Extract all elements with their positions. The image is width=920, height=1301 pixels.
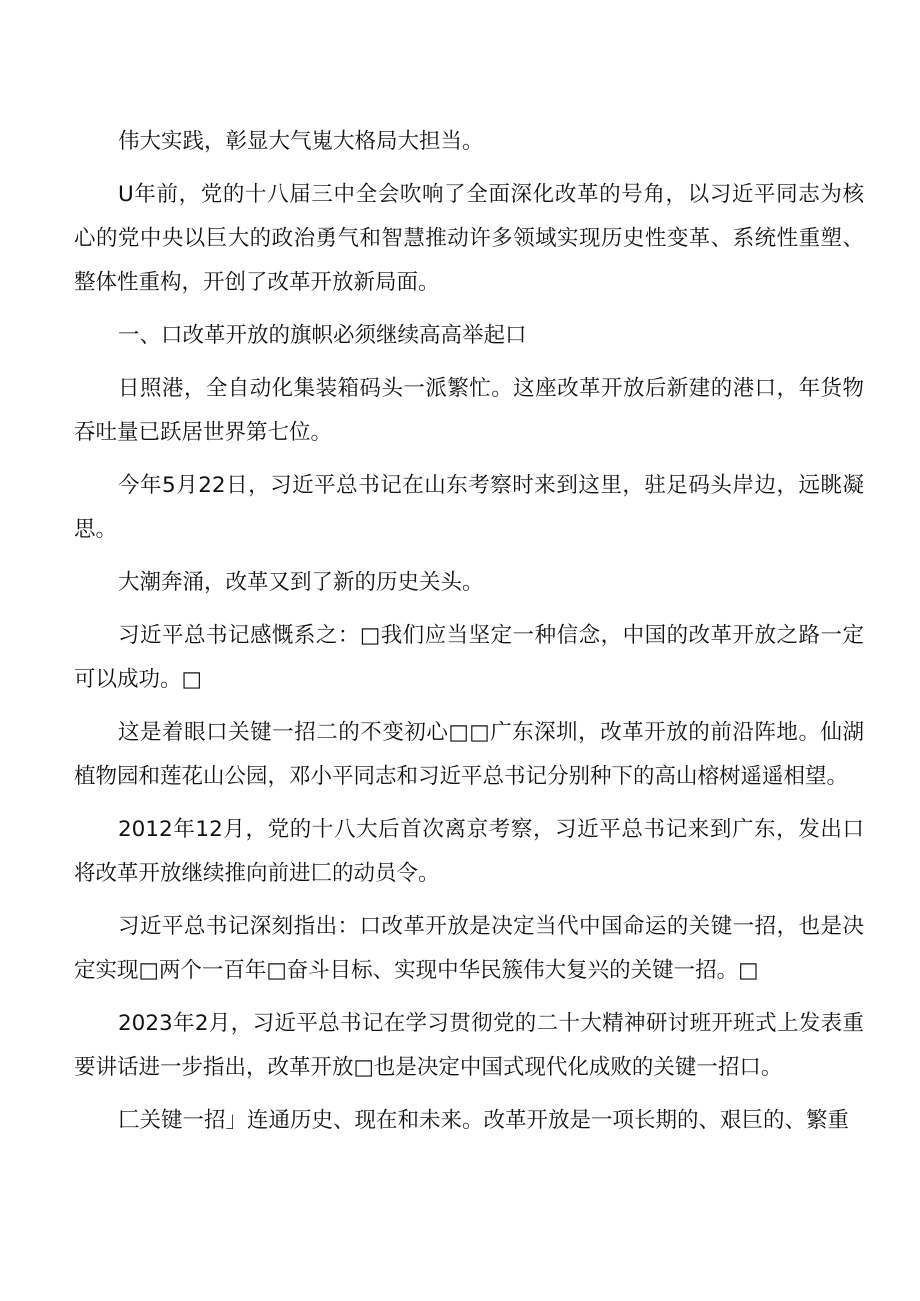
paragraph-7: 这是着眼口关键一招二的不变初心□□广东深圳，改革开放的前沿阵地。仙湖植物园和莲花山公园，邓小平同志和习近平总书记分别种下的高山榕树遥遥相望。 — [74, 720, 864, 789]
paragraph-2: U年前，党的十八届三中全会吹响了全面深化改革的号角，以习近平同志为核心的党中央以巨大的政治勇气和智慧推动许多领域实现历史性变革、系统性重塑、整体性重构，开创了改革开放新局面。 — [74, 182, 864, 295]
paragraph-3: 日照港，全自动化集装箱码头一派繁忙。这座改革开放后新建的港口，年货物吞吐量已跃居世界第七位。 — [74, 376, 864, 445]
document-body — [74, 120, 864, 1152]
paragraph-6: 习近平总书记感慨系之：□我们应当坚定一种信念，中国的改革开放之路一定可以成功。□ — [74, 623, 864, 692]
paragraph-9: 习近平总书记深刻指出：口改革开放是决定当代中国命运的关键一招，也是决定实现□两个一百年□奋斗目标、实现中华民簇伟大复兴的关键一招。□ — [74, 914, 864, 983]
paragraph-10: 2023年2月，习近平总书记在学习贯彻党的二十大精神研讨班开班式上发表重要讲话进一步指出，改革开放□也是决定中国式现代化成败的关键一招口。 — [74, 1011, 864, 1080]
paragraph-1: 伟大实践，彰显大气嵬大格局大担当。 — [118, 129, 484, 154]
paragraph-8: 2012年12月，党的十八大后首次离京考察，习近平总书记来到广东，发出口将改革开放继续推向前进匚的动员令。 — [74, 817, 864, 886]
section-heading: 一、口改革开放的旗帜必须继续高高举起口 — [118, 323, 527, 348]
paragraph-4: 今年5月22日，习近平总书记在山东考察时来到这里，驻足码头岸边，远眺凝思。 — [74, 473, 864, 542]
paragraph-11: 匚关键一招」连通历史、现在和未来。改革开放是一项长期的、艰巨的、繁重 — [118, 1108, 850, 1133]
paragraph-5: 大潮奔涌，改革又到了新的历史关头。 — [118, 570, 484, 595]
